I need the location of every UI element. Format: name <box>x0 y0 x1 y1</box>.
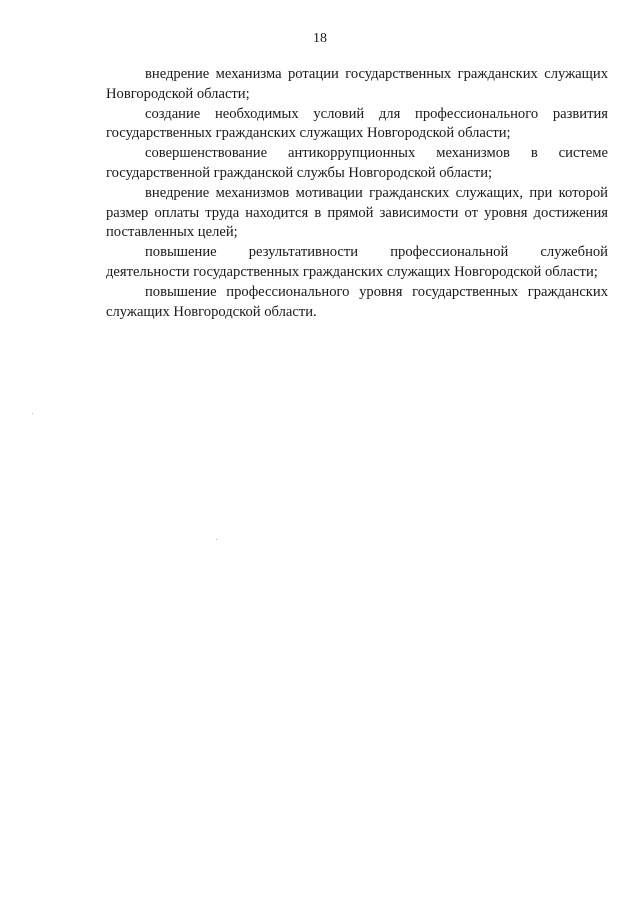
scan-speck <box>32 413 33 414</box>
document-body <box>106 65 608 322</box>
scan-speck <box>216 539 217 540</box>
paragraph-performance: повышение результативности профессиональной служебной деятельности государственных гражданских служащих Новгородской области; <box>106 244 608 280</box>
paragraph-development-conditions: создание необходимых условий для профессионального развития государственных гражданских служащих Новгородской области; <box>106 105 608 142</box>
paragraph-professional-level: повышение профессионального уровня государственных гражданских служащих Новгородской области. <box>106 283 608 320</box>
paragraph-anticorruption: совершенствование антикоррупционных механизмов в системе государственной гражданской службы Новгородской области; <box>106 145 608 181</box>
paragraph-motivation: внедрение механизмов мотивации гражданских служащих, при которой размер оплаты труда находится в прямой зависимости от уровня достижения поставленных целей; <box>106 184 608 241</box>
page-number: 18 <box>313 31 327 46</box>
paragraph-rotation: внедрение механизма ротации государственных гражданских служащих Новгородской области; <box>106 66 608 102</box>
